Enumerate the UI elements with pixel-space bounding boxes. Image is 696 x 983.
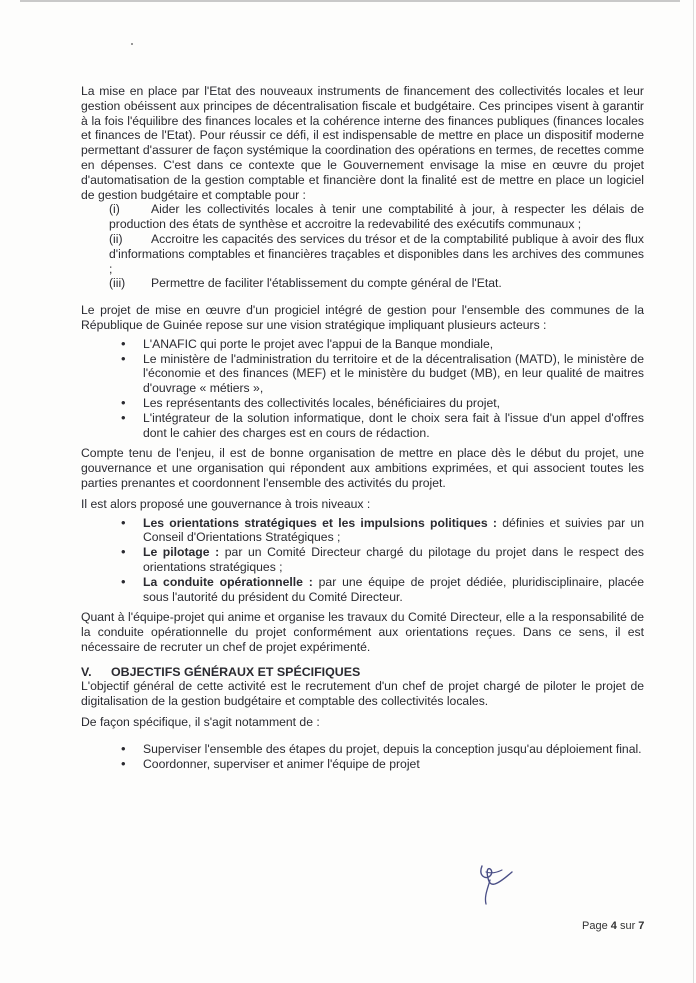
gouvernance-label: Le pilotage : [143, 545, 220, 560]
footer-prefix: Page [582, 920, 608, 932]
scan-speck [131, 43, 133, 45]
initials-signature [476, 858, 516, 908]
section-heading [81, 665, 644, 680]
document-body [81, 84, 644, 771]
page-total: 7 [638, 920, 645, 932]
objectives-roman-list [81, 202, 644, 291]
gouvernance-text: définies et suivies par un Conseil d'Orientations Stratégiques ; [143, 515, 645, 545]
list-item: • L'ANAFIC qui porte le projet avec l'appui de la Banque mondiale, [143, 337, 644, 352]
roman-item [109, 202, 644, 232]
roman-number: (ii) [109, 231, 123, 246]
section-title: OBJECTIFS GÉNÉRAUX ET SPÉCIFIQUES [111, 664, 361, 679]
roman-item [109, 276, 644, 291]
section-number: V. [81, 664, 92, 679]
scan-edge-right [693, 0, 694, 983]
gouvernance-label: La conduite opérationnelle : [143, 574, 313, 589]
list-item [143, 575, 644, 605]
gouvernance-label: Les orientations stratégiques et les impulsions politiques : [143, 515, 497, 530]
gouvernance-text: par un Comité Directeur chargé du pilotage du projet dans le respect des orientations stratégiques ; [143, 545, 645, 574]
specifiques-list [81, 742, 644, 772]
paragraph-equipe: Quant à l'équipe-projet qui anime et organise les travaux du Comité Directeur, elle a la responsabilité de la conduite opérationnelle du projet conformément aux orientations reçues. Dans ce sens, il est nécessaire de recruter un chef de projet expérimenté. [81, 610, 644, 654]
list-item [143, 516, 644, 546]
roman-number: (iii) [109, 276, 126, 291]
list-item: • Superviser l'ensemble des étapes du projet, depuis la conception jusqu'au déploiement final. [143, 742, 644, 757]
page-footer [582, 920, 644, 932]
acteurs-list [81, 337, 644, 441]
footer-middle: sur [619, 920, 636, 932]
roman-item [109, 232, 644, 276]
scan-edge-top [20, 0, 680, 2]
list-item: • Coordonner, superviser et animer l'équipe de projet [143, 757, 644, 772]
roman-text: Permettre de faciliter l'établissement du compte général de l'Etat. [151, 276, 502, 291]
paragraph-objectif-general: L'objectif général de cette activité est le recrutement d'un chef de projet chargé de piloter le projet de digitalisation de la gestion budgétaire et comptable des collectivités locales. [81, 679, 644, 709]
roman-text: Accroitre les capacités des services du trésor et de la comptabilité publique à avoir des flux d'informations comptables et financières traçables et disponibles dans les archives des communes ; [109, 231, 644, 276]
list-item: • Le ministère de l'administration du territoire et de la décentralisation (MATD), le ministère de l'économie et des finances (MEF) et le ministère du budget (MB), en leur qualité de maitres d'ouvrage « métiers », [143, 352, 644, 396]
list-item: • L'intégrateur de la solution informatique, dont le choix sera fait à l'issue d'un appel d'offres dont le cahier des charges est en cours de rédaction. [143, 411, 644, 441]
list-item [143, 545, 644, 575]
paragraph-enjeu: Compte tenu de l'enjeu, il est de bonne organisation de mettre en place dès le début du projet, une gouvernance et une organisation qui répondent aux ambitions exprimées, et qui associent toutes les parties prenantes et coordonnent l'ensemble des activités du projet. [81, 446, 644, 490]
roman-number: (i) [109, 202, 120, 217]
page-number: 4 [610, 920, 617, 932]
roman-text: Aider les collectivités locales à tenir une comptabilité à jour, à respecter les délais de production des états de synthèse et accroitre la redevabilité des exécutifs communaux ; [109, 202, 644, 232]
gouvernance-list [81, 516, 644, 605]
list-item: • Les représentants des collectivités locales, bénéficiaires du projet, [143, 396, 644, 411]
gouvernance-text: par une équipe de projet dédiée, pluridisciplinaire, placée sous l'autorité du président du Comité Directeur. [143, 574, 644, 604]
paragraph-intro: La mise en place par l'Etat des nouveaux instruments de financement des collectivités locales et leur gestion obéissent aux principes de décentralisation fiscale et budgétaire. Ces principes visent à garantir à la fois l'équilibre des finances locales et la cohérence interne des finances publiques (finances locales et finances de l'Etat). Pour réussir ce défi, il est indispensable de mettre en place un dispositif moderne permettant d'assurer de façon systémique la coordination des opérations en termes, de recettes comme en dépenses. C'est dans ce contexte que le Gouvernement envisage la mise en œuvre du projet d'automatisation de la gestion comptable et financière dont la finalité est de mettre en place un logiciel de gestion budgétaire et comptable pour : [81, 84, 644, 202]
paragraph-gouvernance-intro: Il est alors proposé une gouvernance à trois niveaux : [81, 496, 371, 511]
paragraph-projet: Le projet de mise en œuvre d'un progiciel intégré de gestion pour l'ensemble des communes de la République de Guinée repose sur une vision stratégique impliquant plusieurs acteurs : [81, 303, 644, 332]
paragraph-specifique-intro: De façon spécifique, il s'agit notamment de : [81, 715, 320, 730]
